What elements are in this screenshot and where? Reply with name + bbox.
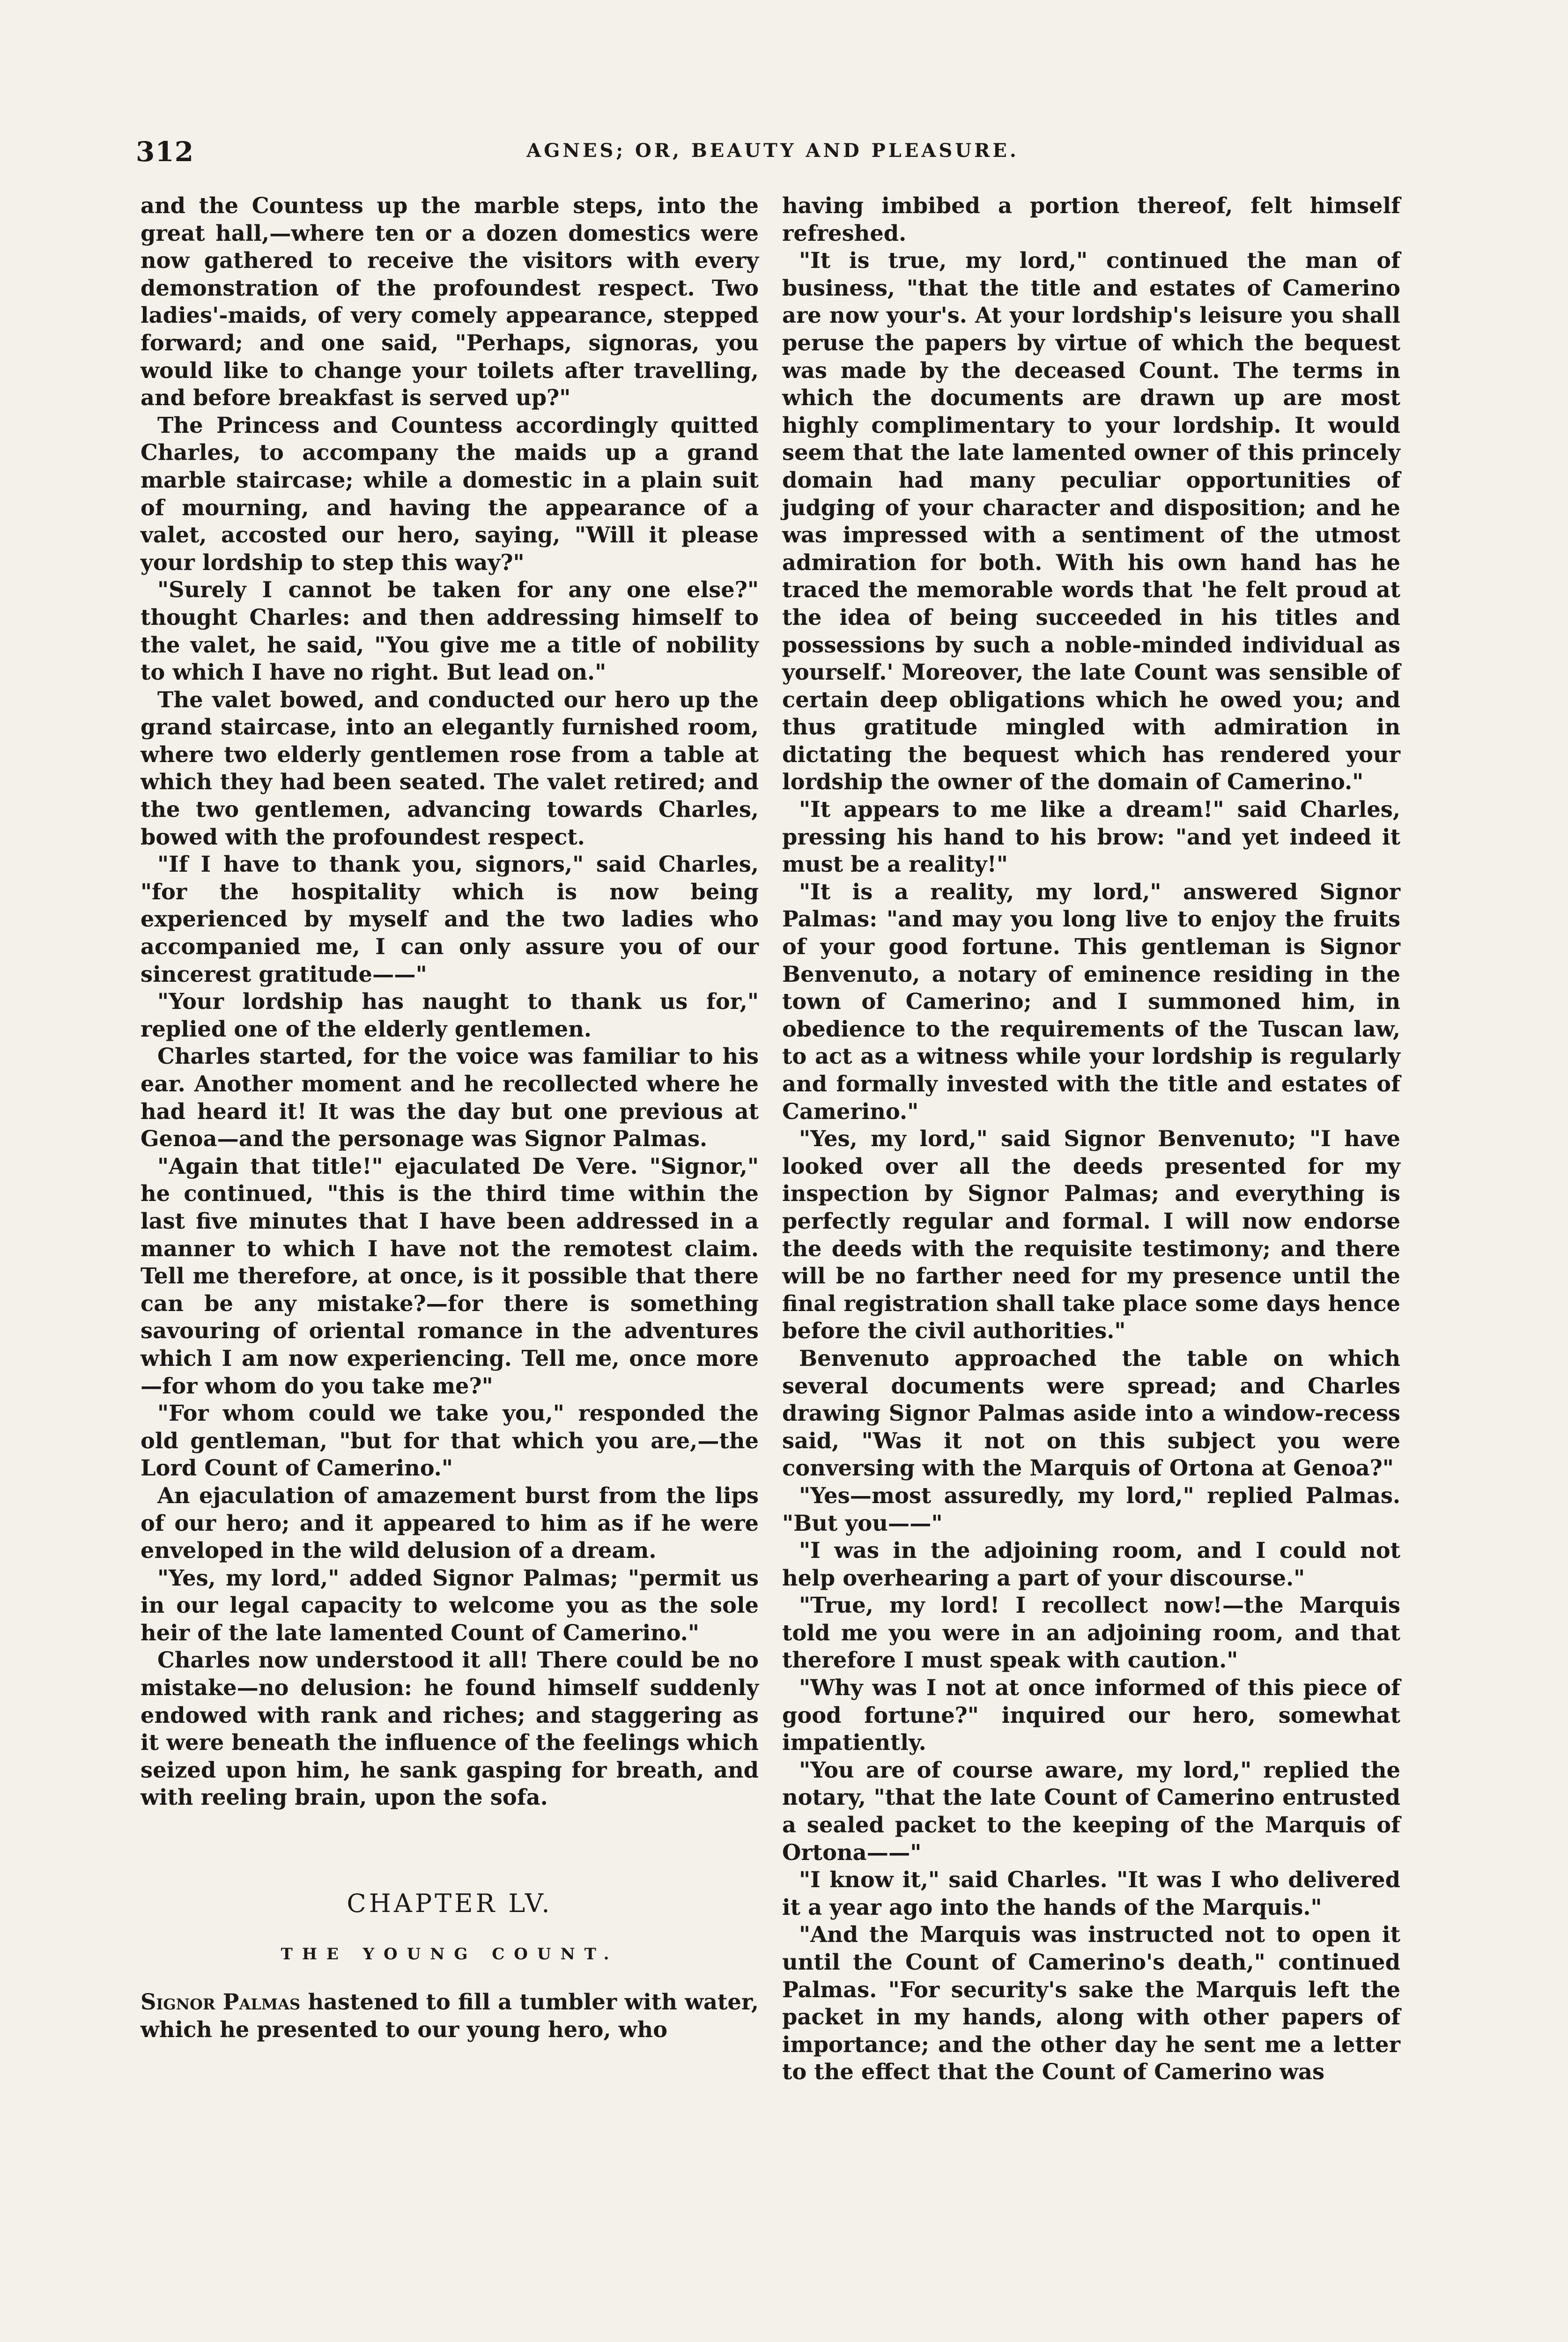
paragraph: "Yes, my lord," added Signor Palmas; "permit us in our legal capacity to welcome you as the sole heir of the late lamented Count of Camerino.": [141, 1565, 759, 1645]
chapter-heading: CHAPTER LV.: [347, 1889, 553, 1919]
paragraph: "I know it," said Charles. "It was I who delivered it a year ago into the hands of the Marquis.": [782, 1867, 1400, 1920]
paragraph: "It appears to me like a dream!" said Charles, pressing his hand to his brow: "and yet indeed it must be a reality!": [782, 797, 1400, 877]
paragraph: "True, my lord! I recollect now!—the Marquis told me you were in an adjoining room, and that therefore I must speak with caution.": [782, 1593, 1400, 1673]
paragraph: Charles started, for the voice was familiar to his ear. Another moment and he recollected where he had heard it! It was the day but one previous at Genoa—and the personage was Signor Palmas.: [141, 1044, 759, 1152]
paragraph: "It is true, my lord," continued the man of business, "that the title and estates of Camerino are now your's. At your lordship's leisure you shall peruse the papers by virtue of which the bequest was made by the deceased Count. The terms in which the documents are drawn up are most highly complimentary to your lordship. It would seem that the late lamented owner of this princely domain had many peculiar opportunities of judging of your character and disposition; and he was impressed with a sentiment of the utmost admiration for both. With his own hand has he traced the memorable words that 'he felt proud at the idea of being succeeded in his titles and possessions by such a noble-minded individual as yourself.' Moreover, the late Count was sensible of certain deep obligations which he owed you; and thus gratitude mingled with admiration in dictating the bequest which has rendered your lordship the owner of the domain of Camerino.": [782, 248, 1400, 795]
chapter-opening-paragraph: [141, 1988, 759, 2043]
page-number: 312: [136, 136, 194, 168]
paragraph: "And the Marquis was instructed not to open it until the Count of Camerino's death," continued Palmas. "For security's sake the Marquis left the packet in my hands, along with other papers of importance; and the other day he sent me a letter to the effect that the Count of Camerino was: [782, 1922, 1400, 2085]
paragraph: "Again that title!" ejaculated De Vere. "Signor," he continued, "this is the third time within the last five minutes that I have been addressed in a manner to which I have not the remotest claim. Tell me therefore, at once, is it possible that there can be any mistake?—for there is something savouring of oriental romance in the adventures which I am now experiencing. Tell me, once more—for whom do you take me?": [141, 1153, 759, 1399]
paragraph: having imbibed a portion thereof, felt himself refreshed.: [782, 193, 1400, 246]
paragraph: "Yes, my lord," said Signor Benvenuto; "I have looked over all the deeds presented for my inspection by Signor Palmas; and everything is perfectly regular and formal. I will now endorse the deeds with the requisite testimony; and there will be no farther need for my presence until the final registration shall take place some days hence before the civil authorities.": [782, 1126, 1400, 1344]
paragraph: "I was in the adjoining room, and I could not help overhearing a part of your discourse.": [782, 1538, 1400, 1591]
paragraph: "It is a reality, my lord," answered Signor Palmas: "and may you long live to enjoy the fruits of your good fortune. This gentleman is Signor Benvenuto, a notary of eminence residing in the town of Camerino; and I summoned him, in obedience to the requirements of the Tuscan law, to act as a witness while your lordship is regularly and formally invested with the title and estates of Camerino.": [782, 879, 1400, 1124]
chapter-lead-words: Signor Palmas: [141, 1989, 301, 2015]
paragraph: The Princess and Countess accordingly quitted Charles, to accompany the maids up a grand marble staircase; while a domestic in a plain suit of mourning, and having the appearance of a valet, accosted our hero, saying, "Will it please your lordship to step this way?": [141, 412, 759, 575]
paragraph: The valet bowed, and conducted our hero up the grand staircase, into an elegantly furnished room, where two elderly gentlemen rose from a table at which they had been seated. The valet retired; and the two gentlemen, advancing towards Charles, bowed with the profoundest respect.: [141, 687, 759, 850]
right-column: [782, 192, 1400, 2086]
page-header: [136, 136, 1410, 169]
chapter-subtitle: THE YOUNG COUNT.: [281, 1945, 619, 1964]
left-column: [141, 192, 759, 2043]
paragraph: and the Countess up the marble steps, into the great hall,—where ten or a dozen domestics were now gathered to receive the visitors with every demonstration of the profoundest respect. Two ladies'-maids, of very comely appearance, stepped forward; and one said, "Perhaps, signoras, you would like to change your toilets after travelling, and before breakfast is served up?": [141, 193, 759, 411]
running-title: AGNES; OR, BEAUTY AND PLEASURE.: [526, 140, 1019, 162]
paragraph: "Surely I cannot be taken for any one else?" thought Charles: and then addressing himself to the valet, he said, "You give me a title of nobility to which I have no right. But lead on.": [141, 577, 759, 685]
paragraph: "Yes—most assuredly, my lord," replied Palmas. "But you——": [782, 1482, 1400, 1536]
paragraph: "Why was I not at once informed of this piece of good fortune?" inquired our hero, somewhat impatiently.: [782, 1675, 1400, 1756]
paragraph: Charles now understood it all! There could be no mistake—no delusion: he found himself suddenly endowed with rank and riches; and staggering as it were beneath the influence of the feelings which seized upon him, he sank gasping for breath, and with reeling brain, upon the sofa.: [141, 1647, 759, 1810]
paragraph: "You are of course aware, my lord," replied the notary, "that the late Count of Camerino entrusted a sealed packet to the keeping of the Marquis of Ortona——": [782, 1757, 1400, 1865]
paragraph: "For whom could we take you," responded the old gentleman, "but for that which you are,—the Lord Count of Camerino.": [141, 1401, 759, 1481]
paragraph: "Your lordship has naught to thank us for," replied one of the elderly gentlemen.: [141, 989, 759, 1042]
paragraph: Benvenuto approached the table on which several documents were spread; and Charles drawing Signor Palmas aside into a window-recess said, "Was it not on this subject you were conversing with the Marquis of Ortona at Genoa?": [782, 1345, 1400, 1481]
paragraph: An ejaculation of amazement burst from the lips of our hero; and it appeared to him as if he were enveloped in the wild delusion of a dream.: [141, 1482, 759, 1564]
paragraph: "If I have to thank you, signors," said Charles, "for the hospitality which is now being experienced by myself and the two ladies who accompanied me, I can only assure you of our sincerest gratitude——": [141, 852, 759, 987]
paragraph-text: hastened to fill a tumbler with water, which he presented to our young hero, who: [141, 1989, 759, 2042]
